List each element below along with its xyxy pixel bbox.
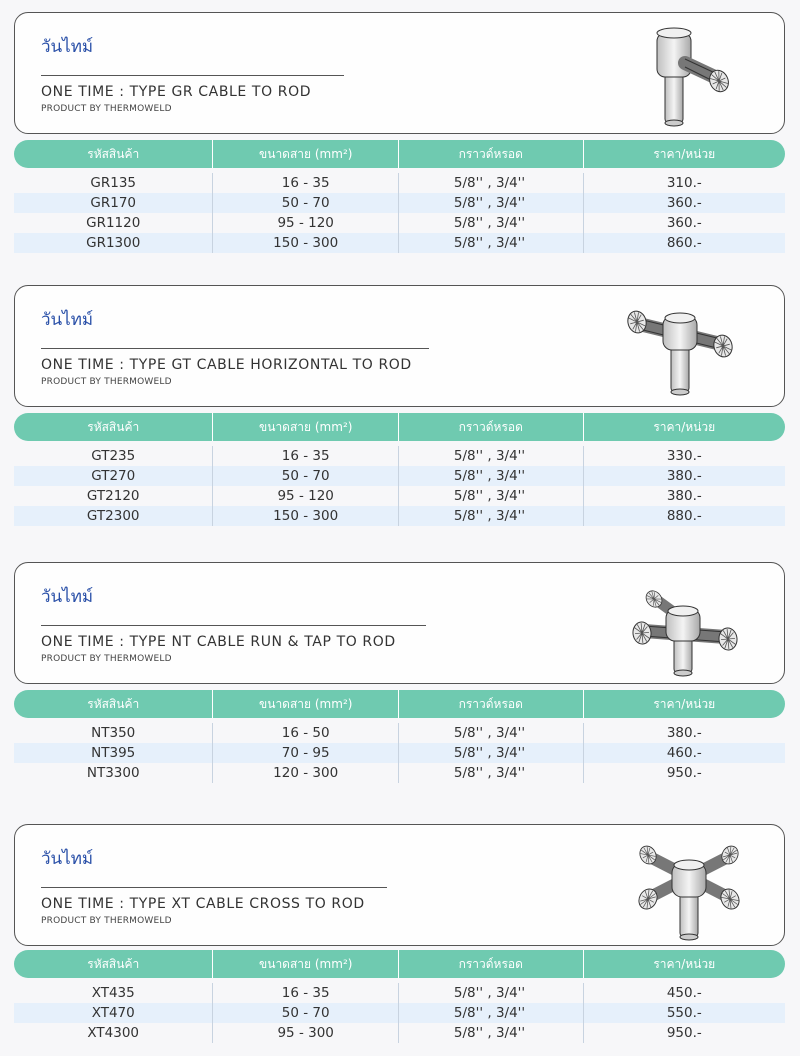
cell-ground-rod: 5/8'' , 3/4''	[399, 1003, 584, 1023]
table-row	[14, 723, 785, 743]
cell-ground-rod: 5/8'' , 3/4''	[399, 213, 584, 233]
cell-code: XT4300	[14, 1023, 213, 1043]
cell-code: GT270	[14, 466, 213, 486]
product-title: ONE TIME : TYPE XT CABLE CROSS TO ROD	[41, 896, 365, 912]
brand-name: วันไทม์	[41, 587, 94, 607]
cell-cable-size: 50 - 70	[213, 193, 398, 213]
brand-underline	[41, 625, 426, 626]
gr-connector-icon	[635, 23, 735, 128]
cell-cable-size: 16 - 35	[213, 983, 398, 1003]
cell-cable-size: 50 - 70	[213, 466, 398, 486]
product-title: ONE TIME : TYPE NT CABLE RUN & TAP TO ROD	[41, 634, 396, 650]
cell-cable-size: 95 - 120	[213, 486, 398, 506]
cell-ground-rod: 5/8'' , 3/4''	[399, 506, 584, 526]
product-card	[14, 824, 785, 946]
header-code: รหัสสินค้า	[14, 950, 213, 978]
brand-name: วันไทม์	[41, 310, 94, 330]
cell-code: GR170	[14, 193, 213, 213]
cell-cable-size: 150 - 300	[213, 233, 398, 253]
cell-cable-size: 95 - 120	[213, 213, 398, 233]
table-header	[14, 950, 785, 978]
nt-connector-icon	[630, 571, 740, 681]
cell-code: NT395	[14, 743, 213, 763]
cell-code: XT470	[14, 1003, 213, 1023]
cell-price: 860.-	[666, 235, 702, 251]
header-cable-size: ขนาดสาย (mm²)	[213, 950, 399, 978]
table-row	[14, 743, 785, 763]
cell-ground-rod: 5/8'' , 3/4''	[399, 1023, 584, 1043]
brand-name: วันไทม์	[41, 37, 94, 57]
cell-ground-rod: 5/8'' , 3/4''	[399, 173, 584, 193]
product-card	[14, 285, 785, 407]
price-table	[14, 140, 785, 253]
product-subtitle: PRODUCT BY THERMOWELD	[41, 916, 172, 926]
cell-price: 360.-	[666, 195, 702, 211]
cell-price: 950.-	[666, 1025, 702, 1041]
cell-cable-size: 150 - 300	[213, 506, 398, 526]
cell-price: 460.-	[666, 745, 702, 761]
cell-code: GT235	[14, 446, 213, 466]
cell-ground-rod: 5/8'' , 3/4''	[399, 983, 584, 1003]
cell-price: 380.-	[666, 725, 702, 741]
table-header	[14, 413, 785, 441]
product-card	[14, 562, 785, 684]
table-row	[14, 1023, 785, 1043]
cell-code: GR1120	[14, 213, 213, 233]
product-title: ONE TIME : TYPE GT CABLE HORIZONTAL TO ROD	[41, 357, 412, 373]
cell-price: 310.-	[666, 175, 702, 191]
header-cable-size: ขนาดสาย (mm²)	[213, 690, 399, 718]
table-row	[14, 446, 785, 466]
cell-price: 550.-	[666, 1005, 702, 1021]
xt-connector-icon	[630, 835, 750, 943]
header-ground-rod: กราวด์หรอด	[399, 690, 584, 718]
brand-underline	[41, 887, 387, 888]
header-ground-rod: กราวด์หรอด	[399, 413, 584, 441]
price-table	[14, 950, 785, 1043]
cell-price: 450.-	[666, 985, 702, 1001]
cell-cable-size: 16 - 50	[213, 723, 398, 743]
table-row	[14, 983, 785, 1003]
cell-code: GT2120	[14, 486, 213, 506]
price-table	[14, 413, 785, 526]
price-table	[14, 690, 785, 783]
product-card	[14, 12, 785, 134]
cell-code: GR135	[14, 173, 213, 193]
cell-cable-size: 50 - 70	[213, 1003, 398, 1023]
header-code: รหัสสินค้า	[14, 690, 213, 718]
brand-underline	[41, 348, 429, 349]
cell-price: 380.-	[666, 488, 702, 504]
header-ground-rod: กราวด์หรอด	[399, 950, 584, 978]
cell-ground-rod: 5/8'' , 3/4''	[399, 466, 584, 486]
table-row	[14, 763, 785, 783]
product-title: ONE TIME : TYPE GR CABLE TO ROD	[41, 84, 312, 100]
header-cable-size: ขนาดสาย (mm²)	[213, 140, 399, 168]
cell-price: 330.-	[666, 448, 702, 464]
table-row	[14, 213, 785, 233]
header-cable-size: ขนาดสาย (mm²)	[213, 413, 399, 441]
cell-ground-rod: 5/8'' , 3/4''	[399, 446, 584, 466]
gt-connector-icon	[625, 298, 735, 398]
header-price: ราคา/หน่วย	[653, 146, 716, 161]
header-code: รหัสสินค้า	[14, 140, 213, 168]
table-row	[14, 466, 785, 486]
cell-ground-rod: 5/8'' , 3/4''	[399, 723, 584, 743]
product-subtitle: PRODUCT BY THERMOWELD	[41, 377, 172, 387]
table-row	[14, 1003, 785, 1023]
cell-ground-rod: 5/8'' , 3/4''	[399, 193, 584, 213]
table-row	[14, 193, 785, 213]
cell-cable-size: 70 - 95	[213, 743, 398, 763]
header-ground-rod: กราวด์หรอด	[399, 140, 584, 168]
cell-ground-rod: 5/8'' , 3/4''	[399, 763, 584, 783]
brand-underline	[41, 75, 344, 76]
cell-ground-rod: 5/8'' , 3/4''	[399, 743, 584, 763]
table-header	[14, 690, 785, 718]
cell-cable-size: 16 - 35	[213, 446, 398, 466]
product-subtitle: PRODUCT BY THERMOWELD	[41, 654, 172, 664]
product-subtitle: PRODUCT BY THERMOWELD	[41, 104, 172, 114]
cell-ground-rod: 5/8'' , 3/4''	[399, 486, 584, 506]
cell-price: 950.-	[666, 765, 702, 781]
table-row	[14, 486, 785, 506]
cell-price: 360.-	[666, 215, 702, 231]
cell-code: NT350	[14, 723, 213, 743]
cell-code: NT3300	[14, 763, 213, 783]
table-row	[14, 233, 785, 253]
header-price: ราคา/หน่วย	[653, 956, 716, 971]
cell-cable-size: 120 - 300	[213, 763, 398, 783]
cell-code: GR1300	[14, 233, 213, 253]
table-row	[14, 173, 785, 193]
cell-cable-size: 95 - 300	[213, 1023, 398, 1043]
cell-code: XT435	[14, 983, 213, 1003]
cell-code: GT2300	[14, 506, 213, 526]
header-price: ราคา/หน่วย	[653, 419, 716, 434]
cell-ground-rod: 5/8'' , 3/4''	[399, 233, 584, 253]
table-row	[14, 506, 785, 526]
cell-price: 380.-	[666, 468, 702, 484]
header-code: รหัสสินค้า	[14, 413, 213, 441]
table-header	[14, 140, 785, 168]
cell-price: 880.-	[666, 508, 702, 524]
brand-name: วันไทม์	[41, 849, 94, 869]
header-price: ราคา/หน่วย	[653, 696, 716, 711]
cell-cable-size: 16 - 35	[213, 173, 398, 193]
